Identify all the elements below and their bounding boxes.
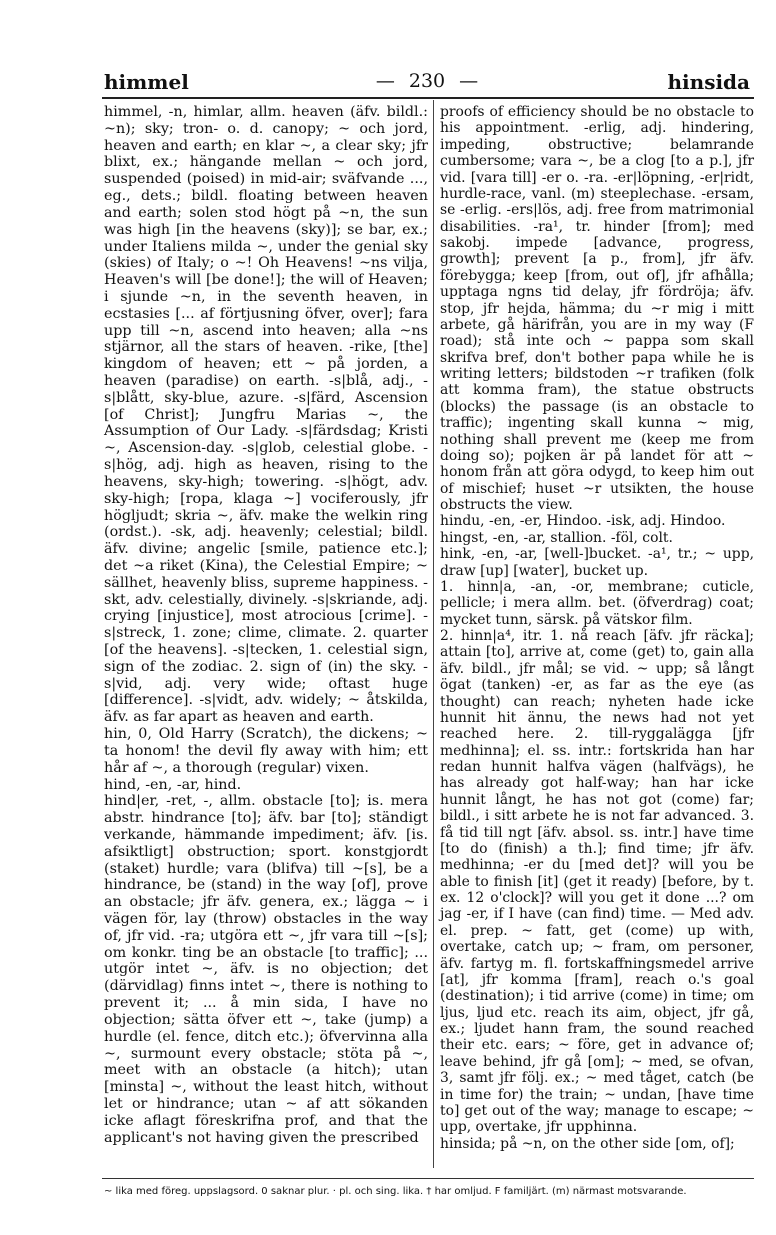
entry-hind: hind, -en, -ar, hind.	[104, 776, 242, 793]
header-dash-right: —	[459, 70, 479, 92]
entry-hinder: hind|er, -ret, -, allm. obstacle [to]; is. mera abstr. hindrance [to]; äfv. bar [to]; ständigt verkande, hämmande impediment; äfv. [is. afsiktligt] obstruction; sport. konstgjordt (staket) hurdle; vara (blifva) till ~[s], be a hindrance, be (stand) in the way [of], prove an obstacle; jfr äfv. genera, ex.; lägga ~ i vägen för, lay (throw) obstacles in the way of, jfr vid. -ra; utgöra ett ~, jfr vara till ~[s]; om konkr. ting be an obstacle [to traffic]; ... utgör intet ~, äfv. is no objection; det (därvidlag) finns intet ~, there is nothing to prevent it; ... å min sida, I have no objection; sätta öfver ett ~, take (jump) a hurdle (el. fence, ditch etc.); öfvervinna alla ~, surmount every obstacle; stöta på ~, meet with an obstacle (a hitch); utan [minsta] ~, without the least hitch, without let or hindrance; utan ~ af att sökanden icke aflagt föreskrifna prof, and that the applicant's not having given the prescribed	[104, 793, 428, 1146]
header-left-guide-word: himmel	[104, 70, 189, 94]
entry-hin: hin, 0, Old Harry (Scratch), the dickens; ~ ta honom! the devil fly away with him; ett hår af ~, a thorough (regular) vixen.	[104, 726, 428, 776]
header-dash-left: —	[375, 70, 395, 92]
entry-hingst: hingst, -en, -ar, stallion. -föl, colt.	[440, 529, 673, 546]
header-rule	[102, 97, 754, 99]
entry-hinna-1: 1. hinn|a, -an, -or, membrane; cuticle, pellicle; i mera allm. bet. (öfverdrag) coat; mycket tunn, särsk. på vätskor film.	[440, 578, 754, 628]
entry-hinna-2: 2. hinn|a⁴, itr. 1. nå reach [äfv. jfr räcka]; attain [to], arrive at, come (get) to, gain alla äfv. bildl., jfr mål; se vid. ~ upp; så långt ögat (tanken) -er, as far as the eye (as thought) can reach; nyheten hade icke hunnit hit ännu, the news had not yet reached here. 2. till-ryggalägga [jfr medhinna]; el. ss. intr.: fortskrida han har redan hunnit halfva vägen (halfvägs), he has already got half-way; han har icke hunnit långt, he has not got (come) far; bildl., i sitt arbete he is not far advanced. 3. få tid till ngt [äfv. absol. ss. intr.] have time [to do (finish) a th.]; find time; jfr äfv. medhinna; -er du [med det]? will you be able to finish [it] (get it ready) [before, by t. ex. 12 o'clock]? will you get it done ...? om jag -er, if I have (can find) time. — Med adv. el. prep. ~ fatt, get (come) up with, overtake, catch up; ~ fram, om personer, äfv. fartyg m. fl. fortskaffningsmedel arrive [at], jfr komma [fram], reach o.'s goal (destination); i tid arrive (come) in time; om ljus, ljud etc. reach its aim, object, jfr gå, ex.; ljudet hann fram, the sound reached their etc. ears; ~ före, get in advance of; leave behind, jfr gå [om]; ~ med, se ofvan, 3, samt jfr följ. ex.; ~ med tåget, catch (be in time for) the train; ~ undan, [have time to] get out of the way; manage to escape; ~ upp, overtake, jfr upphinna.	[440, 628, 754, 1136]
entry-hink: hink, -en, -ar, [well-]bucket. -a¹, tr.; ~ upp, draw [up] [water], bucket up.	[440, 546, 754, 579]
footer-rule	[102, 1178, 754, 1179]
footer-legend: ~ lika med föreg. uppslagsord. 0 saknar plur. · pl. och sing. lika. † har omljud. F familjärt. (m) närmast motsvarande.	[104, 1186, 687, 1197]
right-column	[440, 104, 754, 1152]
entry-hinder-continued: proofs of efficiency should be no obstacle to his appointment. -erlig, adj. hindering, impeding, obstructive; belamrande cumbersome; vara ~, be a clog [to a p.], jfr vid. [vara till] -er o. -ra. -er|löpning, -er|ridt, hurdle-race, vanl. (m) steeplechase. -ersam, se -erlig. -ers|lös, adj. free from matrimonial disabilities. -ra¹, tr. hinder [from]; med sakobj. impede [advance, progress, growth]; prevent [a p., from], jfr äfv. förebygga; keep [from, out of], jfr afhålla; upptaga ngns tid delay, jfr fördröja; äfv. stop, jfr hejda, hämma; du ~r mig i mitt arbete, gå härifrån, you are in my way (F road); stå inte och ~ pappa som skall skrifva bref, don't bother papa while he is writing letters; bildstoden ~r trafiken (folk att komma fram), the statue obstructs (blocks) the passage (is an obstacle to traffic); ingenting skall kunna ~ mig, nothing shall prevent me (keep me from doing so); pojken är på landet för att ~ honom från att göra odygd, to keep him out of mischief; huset ~r utsikten, the house obstructs the view.	[440, 104, 754, 513]
entry-hindu: hindu, -en, -er, Hindoo. -isk, adj. Hindoo.	[440, 513, 726, 530]
header-right-guide-word: hinsida	[667, 70, 750, 94]
left-column	[104, 104, 428, 1146]
page-number: 230	[408, 70, 446, 92]
page-header	[104, 60, 750, 98]
column-divider	[433, 100, 434, 1168]
entry-hinsida: hinsida; på ~n, on the other side [om, of];	[440, 1135, 735, 1152]
header-page-number-block	[104, 70, 750, 92]
entry-himmel: himmel, -n, himlar, allm. heaven (äfv. bildl.: ~n); sky; tron- o. d. canopy; ~ och jord, heaven and earth; en klar ~, a clear sky; jfr blixt, ex.; hängande mellan ~ och jord, suspended (poised) in mid-air; sväfvande ..., eg., dets.; bildl. floating between heaven and earth; solen stod högt på ~n, the sun was high [in the heavens (sky)]; se bar, ex.; under Italiens milda ~, under the genial sky (skies) of Italy; o ~! Oh Heavens! ~ns vilja, Heaven's will [be done!]; the will of Heaven; i sjunde ~n, in the seventh heaven, in ecstasies [... af förtjusning öfver, over]; fara upp till ~n, ascend into heaven; alla ~ns stjärnor, all the stars of heaven. -rike, [the] kingdom of heaven; ett ~ på jorden, a heaven (paradise) on earth. -s|blå, adj., -s|blått, sky-blue, azure. -s|färd, Ascension [of Christ]; Jungfru Marias ~, the Assumption of Our Lady. -s|färdsdag; Kristi ~, Ascension-day. -s|glob, celestial globe. -s|hög, adj. high as heaven, rising to the heavens, sky-high; towering. -s|högt, adv. sky-high; [ropa, klaga ~] vociferously, jfr högljudt; skria ~, äfv. make the welkin ring (ordst.). -sk, adj. heavenly; celestial; bildl. äfv. divine; angelic [smile, patience etc.]; det ~a riket (Kina), the Celestial Empire; ~ sällhet, heavenly bliss, supreme happiness. -skt, adv. celestially, divinely. -s|skriande, adj. crying [injustice], most atrocious [crime]. -s|streck, 1. zone; clime, climate. 2. quarter [of the heavens]. -s|tecken, 1. celestial sign, sign of the zodiac. 2. sign of (in) the sky. -s|vid, adj. very wide; oftast huge [difference]. -s|vidt, adv. widely; ~ åtskilda, äfv. as far apart as heaven and earth.	[104, 104, 428, 726]
